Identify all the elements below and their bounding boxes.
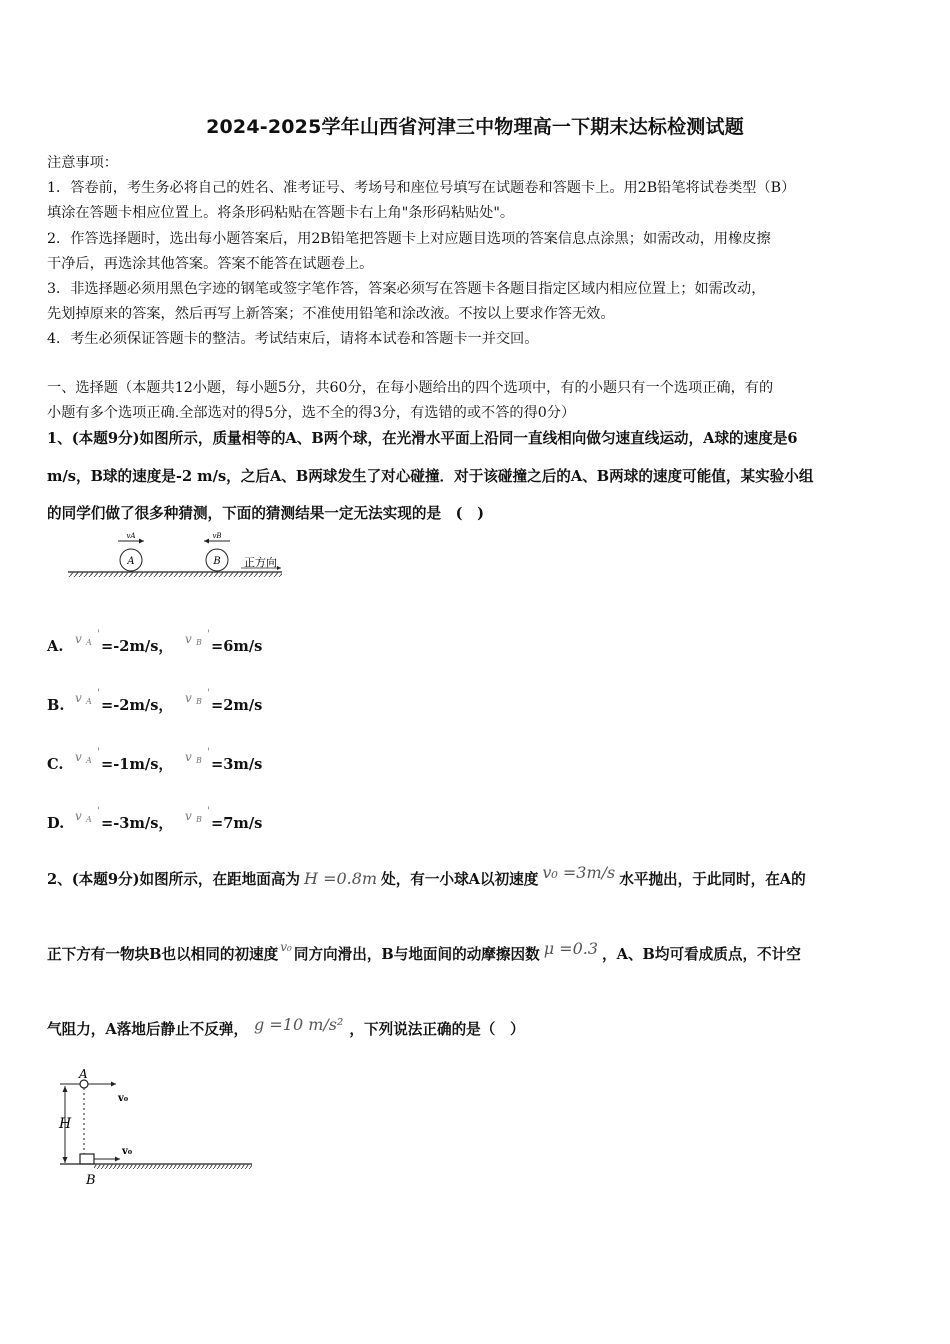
option-vb-value: =3m/s: [211, 756, 263, 773]
height-arrow-down: [63, 1157, 68, 1163]
q2-text: ，下列说法正确的是（ ）: [349, 1021, 525, 1038]
q2-text: 水平抛出，于此同时，在A的: [619, 871, 806, 888]
question-2-line-1: [47, 863, 806, 889]
question-1-text: 的同学们做了很多种猜测，下面的猜测结果一定无法实现的是 ( ): [47, 505, 485, 522]
q2-text: 2、(本题9分)如图所示，在距地面高为: [47, 871, 301, 888]
page-title: 2024-2025学年山西省河津三中物理高一下期末达标检测试题: [206, 116, 744, 138]
option-vb-value: =6m/s: [211, 638, 263, 655]
arrow-va-head: [139, 539, 144, 544]
ball-a-label: A: [127, 556, 135, 567]
question-1-text: m/s，B球的速度是-2 m/s，之后A、B两球发生了对心碰撞．对于该碰撞之后的A、B两球的速度可能值，某实验小组: [47, 468, 814, 485]
option-label: A.: [47, 638, 64, 655]
option-c[interactable]: [47, 747, 263, 774]
section-heading: 小题有多个选项正确.全部选对的得5分，选不全的得3分，有选错的或不答的得0分）: [47, 405, 576, 421]
question-2-figure: [50, 1066, 260, 1191]
var-vb: v B ': [185, 629, 210, 647]
arrow-vb-head: [204, 539, 209, 544]
var-va: v A ': [75, 629, 100, 647]
notice-heading: 注意事项：: [47, 155, 118, 171]
var-vb: v B ': [185, 806, 210, 824]
height-label: H: [59, 1116, 72, 1132]
var-vb: v B ': [185, 747, 210, 765]
question-1-figure: [60, 528, 290, 588]
v0-top-label: v₀: [118, 1093, 129, 1104]
direction-arrow-head: [277, 566, 281, 570]
option-vb-value: =7m/s: [211, 815, 263, 832]
q2-text: 正下方有一物块B也以相同的初速度: [47, 946, 279, 963]
block-b-label: B: [86, 1173, 96, 1188]
option-va-value: =-2m/s，: [101, 638, 174, 655]
section-heading: 一、选择题（本题共12小题，每小题5分，共60分，在每小题给出的四个选项中，有的小题只有一个选项正确，有的: [47, 380, 774, 396]
notice-line: 4．考生必须保证答题卡的整洁。考试结束后，请将本试卷和答题卡一并交回。: [47, 331, 539, 347]
va-label: vA: [126, 532, 136, 540]
ball-a-label: A: [79, 1067, 88, 1081]
option-va-value: =-3m/s，: [101, 815, 174, 832]
vb-label: vB: [212, 532, 222, 540]
math-g: g =10 m/s²: [254, 1015, 344, 1034]
v0-bottom-label: v₀: [122, 1146, 133, 1157]
question-2-line-3: [47, 1015, 525, 1039]
var-va: v A ': [75, 688, 100, 706]
q2-text: ，A、B均可看成质点，不计空: [602, 946, 801, 963]
option-label: C.: [47, 756, 64, 773]
option-d[interactable]: [47, 806, 263, 833]
math-v0-b: v₀: [280, 940, 292, 954]
option-a[interactable]: [47, 629, 263, 656]
var-vb: v B ': [185, 688, 210, 706]
ball-b-label: B: [213, 556, 221, 567]
var-va: v A ': [75, 747, 100, 765]
notice-line: 干净后，再选涂其他答案。答案不能答在试题卷上。: [47, 256, 374, 272]
question-1-text: 1、(本题9分)如图所示，质量相等的A、B两个球，在光滑水平面上沿同一直线相向做匀速直线运动，A球的速度是6: [47, 430, 798, 447]
option-label: B.: [47, 697, 65, 714]
notice-line: 1．答卷前，考生务必将自己的姓名、准考证号、考场号和座位号填写在试题卷和答题卡上。用2B铅笔将试卷类型（B）: [47, 180, 796, 196]
ground-hatch: [68, 572, 282, 577]
math-mu: μ =0.3: [543, 939, 599, 958]
var-va: v A ': [75, 806, 100, 824]
math-height: H =0.8m: [304, 869, 378, 888]
ground-hatch: [94, 1164, 252, 1169]
notice-line: 3．非选择题必须用黑色字迹的钢笔或签字笔作答，答案必须写在答题卡各题目指定区域内相应位置上；如需改动，: [47, 281, 766, 297]
option-va-value: =-2m/s，: [101, 697, 174, 714]
option-vb-value: =2m/s: [211, 697, 263, 714]
ball-a-velocity-head: [111, 1082, 116, 1087]
height-arrow-up: [63, 1086, 68, 1092]
option-label: D.: [47, 815, 65, 832]
block-b-velocity-head: [115, 1157, 120, 1162]
q2-text: 气阻力，A落地后静止不反弹，: [47, 1021, 249, 1038]
block-b: [80, 1154, 94, 1164]
notice-line: 2．作答选择题时，选出每小题答案后，用2B铅笔把答题卡上对应题目选项的答案信息点涂黑；如需改动，用橡皮擦: [47, 231, 771, 247]
notice-line: 填涂在答题卡相应位置上。将条形码粘贴在答题卡右上角"条形码粘贴处"。: [47, 205, 515, 221]
q2-text: 同方向滑出，B与地面间的动摩擦因数: [293, 946, 540, 963]
notice-line: 先划掉原来的答案，然后再写上新答案；不准使用铅笔和涂改液。不按以上要求作答无效。: [47, 306, 615, 322]
option-b[interactable]: [47, 688, 263, 715]
question-2-line-2: [47, 939, 801, 964]
direction-label: 正方向: [244, 556, 277, 569]
math-v0: v₀ =3m/s: [542, 863, 616, 882]
q2-text: 处，有一小球A以初速度: [381, 871, 539, 888]
ball-a: [80, 1080, 88, 1088]
option-va-value: =-1m/s，: [101, 756, 174, 773]
